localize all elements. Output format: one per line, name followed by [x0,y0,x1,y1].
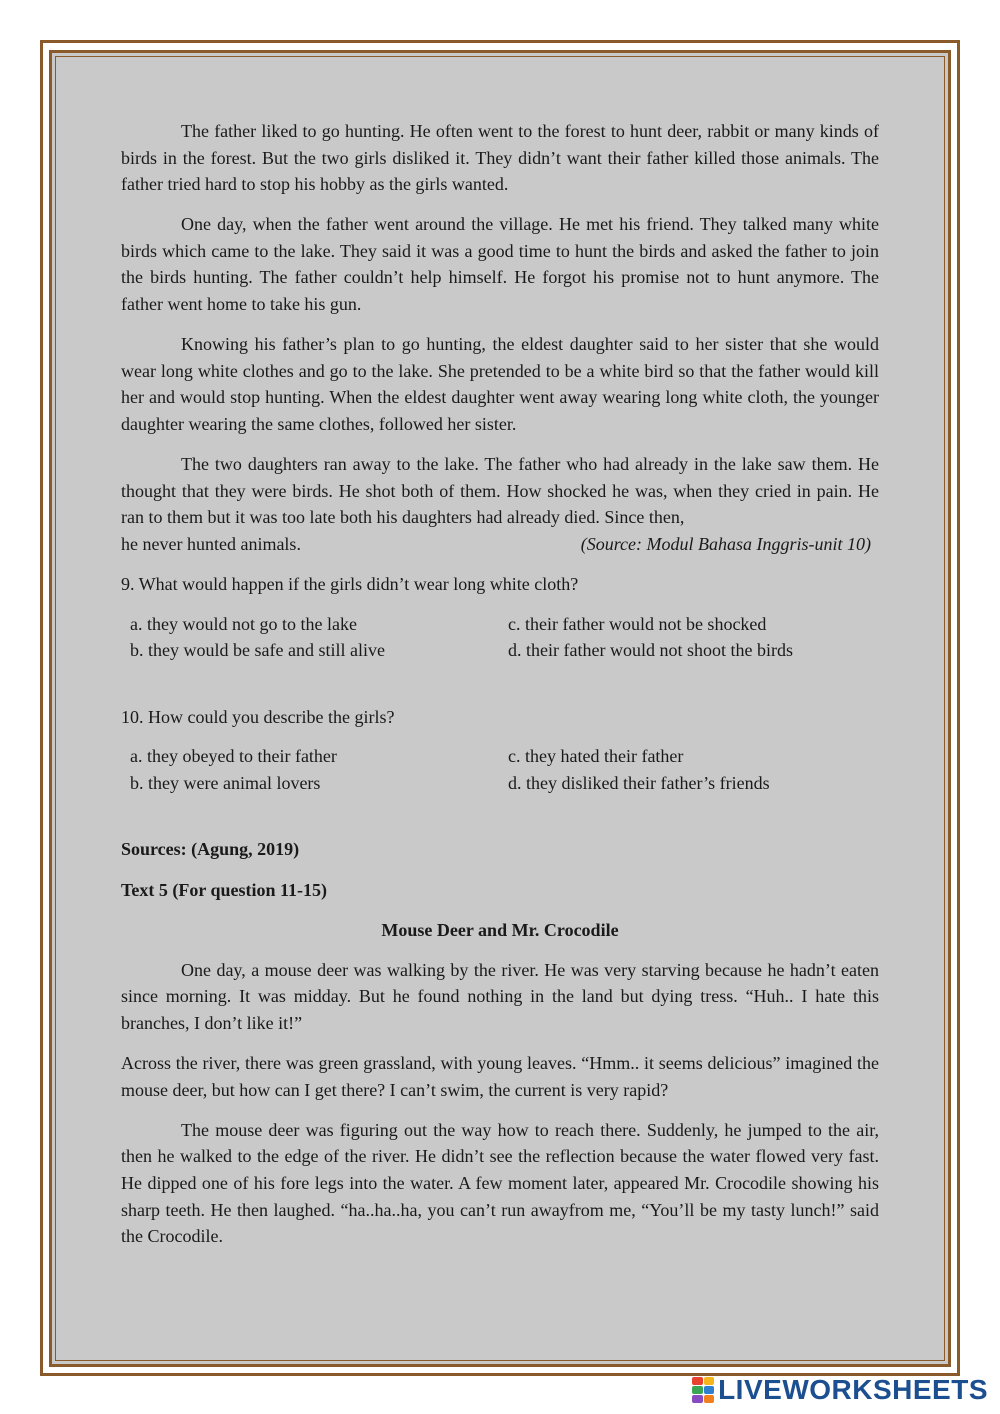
question-9-option-b[interactable]: b. they would be safe and still alive [130,640,385,661]
question-10-option-a[interactable]: a. they obeyed to their father [130,746,337,767]
text-5-paragraph-3: The mouse deer was figuring out the way how to reach there. Suddenly, he jumped to the air, then he walked to the edge of the river. He didn’t see the reflection because the water flowed very fast. He dipped one of his fore legs into the water. A few moment later, appeared Mr. Crocodile showing his sharp teeth. He then laughed. “ha..ha..ha, you can’t run awayfrom me, “You’ll be my tasty lunch!” said the Crocodile. [121,1119,879,1247]
story-paragraph-4-text: The two daughters ran away to the lake. The father who had already in the lake saw them. He thought that they were birds. He shot both of them. How shocked he was, when they cried in pain. He ran to them but it was too late both his daughters had already died. Since then, [121,454,879,528]
story-paragraph-3: Knowing his father’s plan to go hunting, the eldest daughter said to her sister that she would wear long white clothes and go to the lake. She pretended to be a white bird so that the father would kill her and would stop hunting. When the eldest daughter went away wearing long white cloth, the younger daughter wearing the same clothes, followed her sister. [121,334,879,434]
question-10-options [121,743,879,796]
story-paragraph-4-last: he never hunted animals. [121,533,301,554]
story-paragraph-4 [121,451,879,531]
liveworksheets-logo-icon [692,1377,714,1403]
story-source: (Source: Modul Bahasa Inggris-unit 10) [580,533,871,554]
question-9-option-d[interactable]: d. their father would not shoot the birds [508,640,793,661]
text-5-title: Mouse Deer and Mr. Crocodile [381,919,619,940]
story-paragraph-1: The father liked to go hunting. He often went to the forest to hunt deer, rabbit or many kinds of birds in the forest. But the two girls disliked it. They didn’t want their father killed those animals. The father tried hard to stop his hobby as the girls wanted. [121,121,879,195]
question-10-option-c[interactable]: c. they hated their father [508,746,684,767]
question-10-option-d[interactable]: d. they disliked their father’s friends [508,772,770,793]
story-source-line [121,531,879,558]
question-10-option-b[interactable]: b. they were animal lovers [130,772,321,793]
text-5-heading: Text 5 (For question 11-15) [121,879,328,900]
liveworksheets-logo-text: LIVEWORKSHEETS [718,1374,988,1405]
question-9-option-c[interactable]: c. their father would not be shocked [508,613,767,634]
sources-line: Sources: (Agung, 2019) [121,839,300,860]
worksheet-content [121,118,879,1263]
text-5-paragraph-1: One day, a mouse deer was walking by the river. He was very starving because he hadn’t eaten since morning. It was midday. But he found nothing in the land but dying tress. “Huh.. I hate this branches, I don’t like it!” [121,959,879,1033]
question-9-options [121,611,879,664]
liveworksheets-logo[interactable] [692,1372,988,1408]
question-9: 9. What would happen if the girls didn’t wear long white cloth? [121,573,579,594]
text-5-paragraph-2: Across the river, there was green grassland, with young leaves. “Hmm.. it seems delicious” imagined the mouse deer, but how can I get there? I can’t swim, the current is very rapid? [121,1053,879,1100]
story-paragraph-2: One day, when the father went around the village. He met his friend. They talked many white birds which came to the lake. They said it was a good time to hunt the birds and asked the father to join the birds hunting. The father couldn’t help himself. He forgot his promise not to hunt anymore. The father went home to take his gun. [121,214,879,315]
question-9-option-a[interactable]: a. they would not go to the lake [130,613,357,634]
question-10: 10. How could you describe the girls? [121,706,395,727]
